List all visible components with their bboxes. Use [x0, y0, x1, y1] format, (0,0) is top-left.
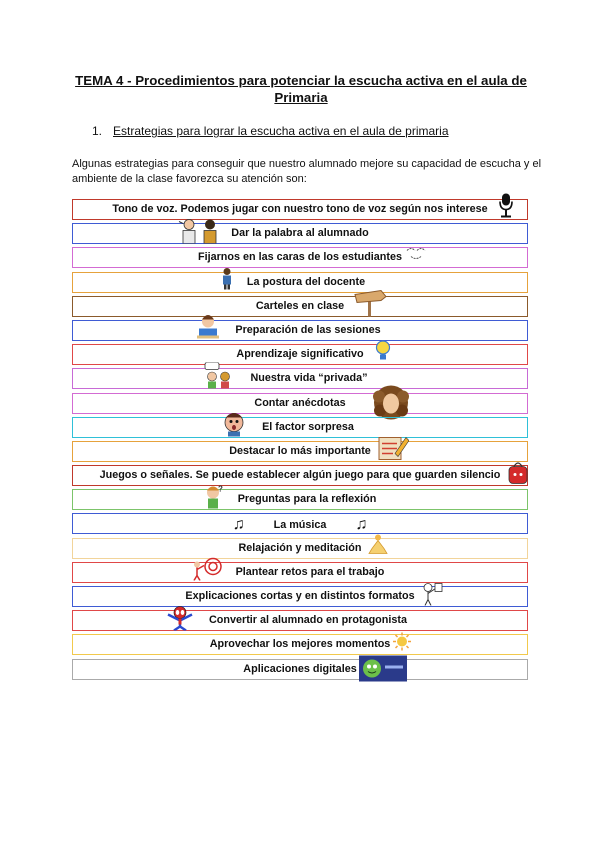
- strategy-list: [72, 199, 528, 683]
- strategy-label: Tono de voz. Podemos jugar con nuestro tono de voz según nos interese: [112, 203, 488, 215]
- signpost-icon: [353, 289, 387, 324]
- intro-paragraph: Algunas estrategias para conseguir que nuestro alumnado mejore su capacidad de escucha y el ambiente de la clase favorezca su atención son:: [72, 158, 542, 185]
- strategy-label: Preguntas para la reflexión: [237, 493, 377, 506]
- strategy-label: Fijarnos en las caras de los estudiantes: [197, 251, 403, 264]
- app-logo-icon: [359, 655, 407, 688]
- strategy-row: [72, 417, 528, 438]
- strategy-label: Carteles en clase: [255, 299, 345, 312]
- strategy-row: [72, 465, 528, 486]
- microphone-icon: [499, 193, 513, 226]
- people-talking-icon: [177, 217, 223, 250]
- student-writing-icon: [193, 313, 223, 348]
- lightbulb-icon: [375, 339, 391, 370]
- section-number: 1.: [92, 124, 103, 138]
- strategy-row: [72, 223, 528, 244]
- strategy-label: Convertir al alumnado en protagonista: [209, 614, 407, 627]
- presenter-icon: [421, 581, 443, 612]
- strategy-label: Relajación y meditación: [238, 541, 362, 554]
- strategy-row: [72, 320, 528, 341]
- strategy-row: [72, 538, 528, 559]
- strategy-row: [72, 484, 528, 510]
- strategy-row: [72, 562, 528, 583]
- notepad-pencil-icon: [377, 434, 409, 469]
- strategy-row: [72, 659, 528, 680]
- face-sketch-icon: [405, 246, 427, 269]
- strategy-row: [72, 296, 528, 317]
- teacher-icon: [221, 268, 233, 297]
- strategy-row: [72, 513, 528, 534]
- strategy-row: [72, 199, 528, 220]
- svg-text:?: ?: [218, 484, 223, 494]
- music-note-icon: ♫: [355, 516, 368, 534]
- strategy-label: Preparación de las sesiones: [235, 323, 381, 336]
- strategy-label: Explicaciones cortas y en distintos formatos: [185, 590, 415, 602]
- strategy-label: Juegos o señales. Se puede establecer algún juego para que guarden silencio: [99, 469, 501, 482]
- sun-icon: [393, 632, 411, 657]
- document-title: TEMA 4 - Procedimientos para potenciar la escucha activa en el aula de Primaria: [75, 73, 527, 105]
- strategy-label: El factor sorpresa: [262, 420, 354, 433]
- strategy-row: [72, 610, 528, 631]
- strategy-row: [72, 247, 528, 268]
- strategy-row: [72, 441, 528, 462]
- strategy-row: [72, 368, 528, 389]
- strategy-label: Nuestra vida “privada”: [250, 372, 368, 385]
- strategy-row: [72, 272, 528, 293]
- strategy-label: Aprovechar los mejores momentos: [209, 638, 391, 651]
- strategy-label: Plantear retos para el trabajo: [235, 565, 385, 578]
- strategy-row: [72, 344, 528, 365]
- strategy-row: [72, 634, 528, 655]
- strategy-label: Destacar lo más importante: [229, 444, 371, 457]
- strategy-row: [72, 586, 528, 607]
- music-note-icon: ♫: [232, 516, 245, 534]
- strategy-label: Aplicaciones digitales: [243, 662, 357, 675]
- target-icon: [191, 557, 223, 588]
- people-chat-icon: [203, 362, 235, 395]
- strategy-label: Dar la palabra al alumnado: [231, 227, 369, 240]
- surprised-face-icon: [223, 411, 245, 444]
- section-heading: [92, 124, 449, 138]
- strategy-row: [72, 393, 528, 414]
- meditation-icon: [367, 534, 389, 563]
- strategy-label: La postura del docente: [246, 275, 366, 288]
- section-heading-text: Estrategias para lograr la escucha activa en el aula de primaria: [113, 124, 449, 138]
- strategy-label: Contar anécdotas: [254, 396, 346, 409]
- strategy-label: La música: [273, 519, 327, 532]
- strategy-label: Aprendizaje significativo: [236, 348, 364, 361]
- spiderman-icon: [165, 604, 195, 637]
- red-bag-icon: [507, 460, 529, 491]
- thinking-kid-icon: [203, 483, 225, 516]
